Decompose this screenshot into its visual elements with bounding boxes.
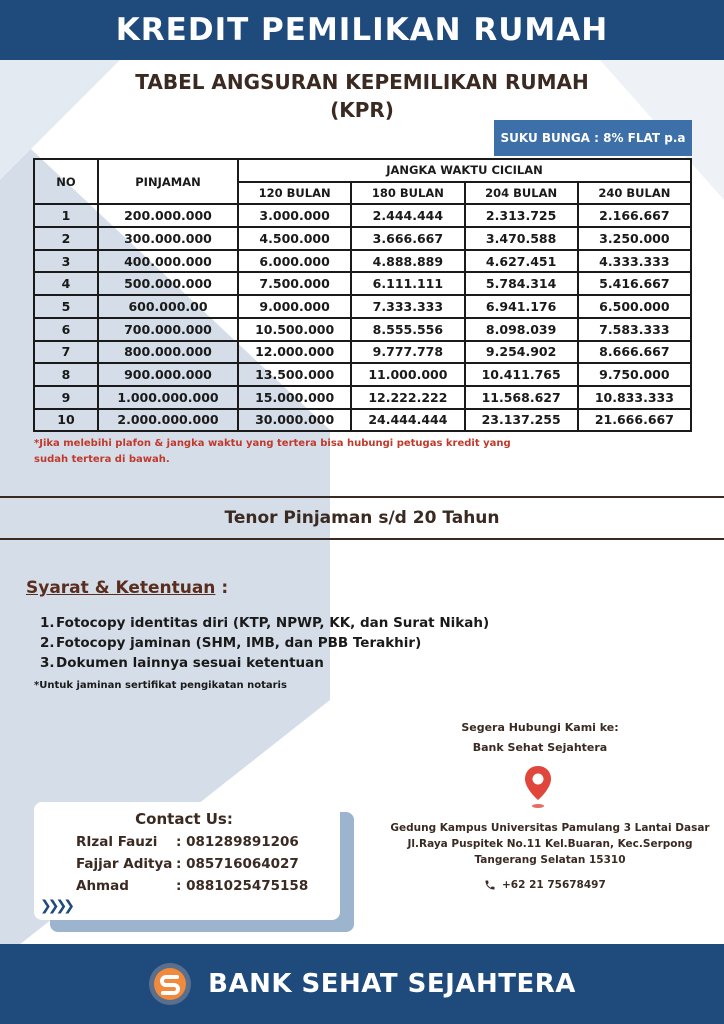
contact-phone[interactable]: : 081289891206 bbox=[176, 834, 299, 850]
installment-cell: 8.666.667 bbox=[578, 341, 691, 364]
loan-amount: 700.000.000 bbox=[98, 318, 238, 341]
table-row bbox=[34, 204, 691, 227]
terms-title-text: Syarat & Ketentuan bbox=[26, 578, 216, 598]
table-row bbox=[34, 409, 691, 432]
location-pin-icon bbox=[523, 764, 553, 810]
header-loan: PINJAMAN bbox=[98, 159, 238, 204]
contact-name: RIzal Fauzi bbox=[76, 834, 158, 850]
installment-cell: 2.166.667 bbox=[578, 204, 691, 227]
row-number: 6 bbox=[34, 318, 98, 341]
list-item bbox=[40, 613, 489, 633]
loan-amount: 900.000.000 bbox=[98, 363, 238, 386]
row-number: 3 bbox=[34, 250, 98, 273]
document-title-line2: (KPR) bbox=[330, 98, 394, 122]
row-number: 10 bbox=[34, 409, 98, 432]
installment-cell: 7.500.000 bbox=[238, 272, 351, 295]
row-number: 8 bbox=[34, 363, 98, 386]
installment-cell: 10.500.000 bbox=[238, 318, 351, 341]
installment-cell: 11.568.627 bbox=[465, 386, 578, 409]
installment-cell: 9.750.000 bbox=[578, 363, 691, 386]
row-number: 9 bbox=[34, 386, 98, 409]
row-number: 2 bbox=[34, 227, 98, 250]
installment-cell: 6.000.000 bbox=[238, 250, 351, 273]
office-phone[interactable] bbox=[484, 879, 606, 891]
contact-name: Ahmad bbox=[76, 878, 129, 894]
divider-bottom bbox=[0, 538, 724, 540]
office-phone-text: +62 21 75678497 bbox=[502, 879, 606, 891]
row-number: 1 bbox=[34, 204, 98, 227]
header-term: 204 BULAN bbox=[465, 182, 578, 205]
installment-cell: 3.470.588 bbox=[465, 227, 578, 250]
header-bar bbox=[0, 0, 724, 60]
row-number: 5 bbox=[34, 295, 98, 318]
contact-phone[interactable]: : 085716064027 bbox=[176, 856, 299, 872]
installment-cell: 3.250.000 bbox=[578, 227, 691, 250]
header-term-group: JANGKA WAKTU CICILAN bbox=[238, 159, 691, 182]
header-term: 120 BULAN bbox=[238, 182, 351, 205]
installment-cell: 3.000.000 bbox=[238, 204, 351, 227]
address-line2: Jl.Raya Puspitek No.11 Kel.Buaran, Kec.Serpong bbox=[407, 838, 693, 850]
installment-cell: 4.500.000 bbox=[238, 227, 351, 250]
table-row bbox=[34, 227, 691, 250]
table-header-row bbox=[34, 159, 691, 182]
installment-cell: 12.222.222 bbox=[351, 386, 464, 409]
bank-logo-icon bbox=[148, 962, 192, 1006]
table-row bbox=[34, 318, 691, 341]
installment-cell: 5.784.314 bbox=[465, 272, 578, 295]
list-item-number: 3. bbox=[40, 655, 55, 671]
installment-cell: 5.416.667 bbox=[578, 272, 691, 295]
list-item-text: Dokumen lainnya sesuai ketentuan bbox=[56, 655, 324, 671]
list-item-text: Fotocopy identitas diri (KTP, NPWP, KK, dan Surat Nikah) bbox=[56, 615, 490, 631]
installment-cell: 8.555.556 bbox=[351, 318, 464, 341]
plafon-note-line2: sudah tertera di bawah. bbox=[34, 454, 170, 465]
contact-title: Contact Us: bbox=[135, 810, 233, 828]
terms-list bbox=[40, 613, 489, 673]
installment-cell: 13.500.000 bbox=[238, 363, 351, 386]
contact-row bbox=[76, 856, 299, 872]
table-row bbox=[34, 363, 691, 386]
document-title-line1: TABEL ANGSURAN KEPEMILIKAN RUMAH bbox=[135, 70, 589, 94]
installment-cell: 7.333.333 bbox=[351, 295, 464, 318]
loan-amount: 800.000.000 bbox=[98, 341, 238, 364]
table-row bbox=[34, 295, 691, 318]
installment-cell: 4.888.889 bbox=[351, 250, 464, 273]
table-row bbox=[34, 341, 691, 364]
loan-amount: 600.000.00 bbox=[98, 295, 238, 318]
interest-rate-badge: SUKU BUNGA : 8% FLAT p.a bbox=[494, 120, 692, 156]
installment-cell: 10.411.765 bbox=[465, 363, 578, 386]
installment-cell: 15.000.000 bbox=[238, 386, 351, 409]
contact-cta-line1: Segera Hubungi Kami ke: bbox=[461, 721, 619, 734]
installment-cell: 4.333.333 bbox=[578, 250, 691, 273]
footer-brand: BANK SEHAT SEJAHTERA bbox=[208, 969, 576, 999]
installment-cell: 4.627.451 bbox=[465, 250, 578, 273]
contact-name: Fajjar Aditya bbox=[76, 856, 173, 872]
header-term: 240 BULAN bbox=[578, 182, 691, 205]
list-item-text: Fotocopy jaminan (SHM, IMB, dan PBB Terakhir) bbox=[56, 635, 422, 651]
loan-amount: 200.000.000 bbox=[98, 204, 238, 227]
header-no: NO bbox=[34, 159, 98, 204]
loan-amount: 300.000.000 bbox=[98, 227, 238, 250]
installment-cell: 6.111.111 bbox=[351, 272, 464, 295]
address-line3: Tangerang Selatan 15310 bbox=[474, 854, 626, 866]
divider-top bbox=[0, 496, 724, 498]
list-item bbox=[40, 633, 489, 653]
address-line1: Gedung Kampus Universitas Pamulang 3 Lantai Dasar bbox=[390, 822, 710, 834]
row-number: 7 bbox=[34, 341, 98, 364]
installment-cell: 7.583.333 bbox=[578, 318, 691, 341]
phone-icon bbox=[484, 879, 496, 891]
installment-cell: 2.313.725 bbox=[465, 204, 578, 227]
row-number: 4 bbox=[34, 272, 98, 295]
installment-cell: 9.254.902 bbox=[465, 341, 578, 364]
loan-amount: 1.000.000.000 bbox=[98, 386, 238, 409]
installment-cell: 21.666.667 bbox=[578, 409, 691, 432]
installment-cell: 8.098.039 bbox=[465, 318, 578, 341]
chevrons-right-icon: ❯❯❯❯ bbox=[40, 898, 71, 914]
plafon-note bbox=[34, 436, 554, 468]
installment-cell: 9.777.778 bbox=[351, 341, 464, 364]
document-title bbox=[60, 68, 664, 124]
loan-amount: 500.000.000 bbox=[98, 272, 238, 295]
installment-cell: 9.000.000 bbox=[238, 295, 351, 318]
footer-bar bbox=[0, 944, 724, 1024]
installment-cell: 3.666.667 bbox=[351, 227, 464, 250]
contact-row bbox=[76, 878, 308, 894]
header-term: 180 BULAN bbox=[351, 182, 464, 205]
table-row bbox=[34, 250, 691, 273]
installment-cell: 10.833.333 bbox=[578, 386, 691, 409]
table-row bbox=[34, 272, 691, 295]
installment-cell: 2.444.444 bbox=[351, 204, 464, 227]
plafon-note-line1: *Jika melebihi plafon & jangka waktu yang tertera bisa hubungi petugas kredit yang bbox=[34, 438, 511, 449]
contact-card bbox=[34, 802, 340, 920]
contact-row bbox=[76, 834, 299, 850]
installment-cell: 6.500.000 bbox=[578, 295, 691, 318]
list-item-number: 1. bbox=[40, 615, 55, 631]
terms-title-colon: : bbox=[215, 578, 229, 598]
contact-cta-line2: Bank Sehat Sejahtera bbox=[472, 741, 608, 754]
installment-table bbox=[33, 158, 692, 432]
installment-cell: 6.941.176 bbox=[465, 295, 578, 318]
installment-cell: 11.000.000 bbox=[351, 363, 464, 386]
tenor-text: Tenor Pinjaman s/d 20 Tahun bbox=[224, 508, 500, 528]
terms-title bbox=[26, 578, 228, 598]
list-item-number: 2. bbox=[40, 635, 55, 651]
collateral-note: *Untuk jaminan sertifikat pengikatan notaris bbox=[34, 680, 287, 691]
contact-cta bbox=[420, 718, 660, 758]
table-row bbox=[34, 386, 691, 409]
loan-amount: 2.000.000.000 bbox=[98, 409, 238, 432]
installment-cell: 24.444.444 bbox=[351, 409, 464, 432]
list-item bbox=[40, 653, 489, 673]
contact-phone[interactable]: : 0881025475158 bbox=[176, 878, 309, 894]
installment-cell: 23.137.255 bbox=[465, 409, 578, 432]
header-title: KREDIT PEMILIKAN RUMAH bbox=[115, 12, 609, 48]
office-address bbox=[380, 820, 720, 868]
installment-cell: 12.000.000 bbox=[238, 341, 351, 364]
loan-amount: 400.000.000 bbox=[98, 250, 238, 273]
installment-cell: 30.000.000 bbox=[238, 409, 351, 432]
